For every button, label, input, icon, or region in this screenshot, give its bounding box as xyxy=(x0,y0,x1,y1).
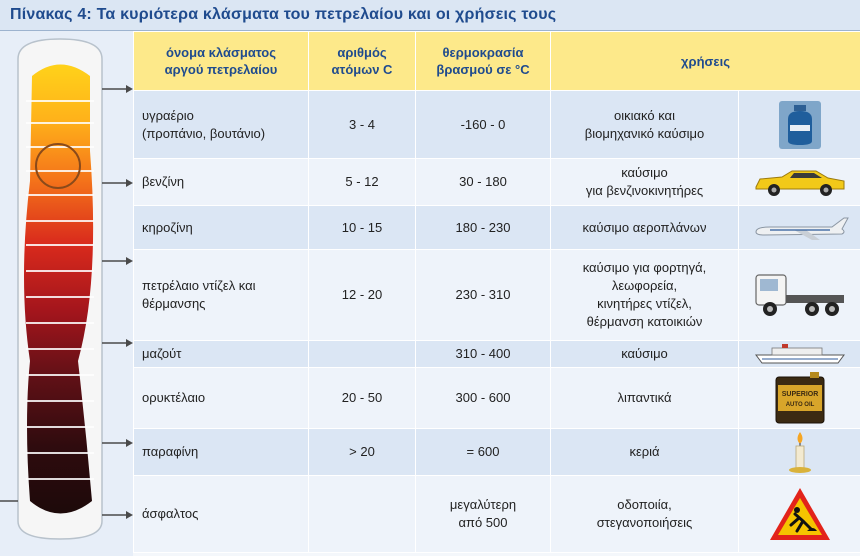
use-line: οικιακό και xyxy=(614,107,675,123)
fractionating-tower-icon xyxy=(0,31,133,556)
use-image-cell xyxy=(739,250,860,341)
fraction-name-line: βενζίνη xyxy=(142,174,185,189)
use-image-cell xyxy=(739,429,860,476)
header-name xyxy=(134,32,309,91)
boiling-point xyxy=(416,159,551,206)
fraction-name-line: πετρέλαιο ντίζελ και xyxy=(142,278,256,293)
header-uses: χρήσεις xyxy=(551,32,860,91)
boiling-point-line: 30 - 180 xyxy=(459,174,507,189)
use-line: καύσιμο για φορτηγά, xyxy=(582,260,707,275)
boiling-point-line: 300 - 600 xyxy=(455,390,511,405)
fraction-name-line: (προπάνιο, βουτάνιο) xyxy=(142,125,266,141)
table-row xyxy=(134,250,860,341)
carbon-atoms: 3 - 4 xyxy=(309,91,416,159)
road-work-sign-icon xyxy=(767,485,833,543)
use-line: καύσιμο xyxy=(621,346,668,361)
header-temp-line2: βρασμού σε °C xyxy=(436,62,530,77)
title-bar xyxy=(0,0,860,31)
table-row xyxy=(134,476,860,553)
oil-can-brand: SUPERIOR xyxy=(781,391,818,398)
use-line: κεριά xyxy=(629,444,660,459)
gas-cylinder-icon xyxy=(775,99,825,151)
use-image-cell xyxy=(739,159,860,206)
header-atoms-line2: ατόμων C xyxy=(331,62,393,77)
header-row xyxy=(134,32,860,91)
use-image-cell xyxy=(739,341,860,368)
boiling-point-line: από 500 xyxy=(458,515,508,530)
header-atoms xyxy=(309,32,416,91)
fraction-name xyxy=(134,429,309,476)
header-name-line1: όνομα κλάσματος xyxy=(166,45,276,60)
header-atoms-line1: αριθμός xyxy=(337,45,387,60)
boiling-point-line: 310 - 400 xyxy=(455,346,511,361)
car-icon xyxy=(752,167,848,197)
carbon-atoms: > 20 xyxy=(309,429,416,476)
header-name-line2: αργού πετρελαίου xyxy=(164,62,278,77)
use-line: λιπαντικά xyxy=(617,390,672,405)
fraction-name xyxy=(134,159,309,206)
boiling-point xyxy=(416,368,551,429)
fraction-name xyxy=(134,476,309,553)
table-row xyxy=(134,206,860,250)
boiling-point-line: -160 - 0 xyxy=(460,116,506,132)
use-text xyxy=(551,159,739,206)
carbon-atoms: 20 - 50 xyxy=(309,368,416,429)
use-text xyxy=(551,250,739,341)
use-image-cell xyxy=(739,91,860,159)
fraction-name xyxy=(134,368,309,429)
table-row xyxy=(134,429,860,476)
table-row xyxy=(134,159,860,206)
boiling-point-line: 230 - 310 xyxy=(455,287,511,302)
ship-icon xyxy=(752,343,848,365)
use-line: καύσιμο αεροπλάνων xyxy=(582,219,707,235)
use-line: καύσιμο xyxy=(621,165,668,180)
fraction-name-line: μαζούτ xyxy=(142,346,182,361)
use-text xyxy=(551,368,739,429)
boiling-point xyxy=(416,476,551,553)
use-image-cell xyxy=(739,476,860,553)
carbon-atoms xyxy=(309,476,416,553)
table-row xyxy=(134,341,860,368)
oil-can-label: AUTO OIL xyxy=(785,402,814,408)
airplane-icon xyxy=(750,212,850,244)
use-text xyxy=(551,341,739,368)
boiling-point-line: 180 - 230 xyxy=(455,219,511,235)
carbon-atoms: 5 - 12 xyxy=(309,159,416,206)
carbon-atoms xyxy=(309,341,416,368)
use-line: οδοποιία, xyxy=(617,497,672,512)
header-temp-line1: θερμοκρασία xyxy=(442,45,524,60)
use-text xyxy=(551,91,739,159)
page-title: Πίνακας 4: Τα κυριότερα κλάσματα του πετρελαίου και οι χρήσεις τους xyxy=(10,6,557,23)
use-image-cell xyxy=(739,206,860,250)
use-text xyxy=(551,476,739,553)
truck-icon xyxy=(750,269,850,321)
fraction-name-line: υγραέριο xyxy=(142,107,194,123)
fraction-name-line: θέρμανσης xyxy=(142,296,206,311)
carbon-atoms: 12 - 20 xyxy=(309,250,416,341)
boiling-point-line: μεγαλύτερη xyxy=(449,497,517,512)
use-image-cell xyxy=(739,368,860,429)
use-line: κινητήρες ντίζελ, xyxy=(597,296,692,311)
use-text xyxy=(551,206,739,250)
use-text xyxy=(551,429,739,476)
header-temp xyxy=(416,32,551,91)
oil-can-icon xyxy=(770,371,830,425)
table-row xyxy=(134,91,860,159)
use-line: βιομηχανικό καύσιμο xyxy=(584,125,705,141)
use-line: θέρμανση κατοικιών xyxy=(586,314,703,329)
boiling-point xyxy=(416,206,551,250)
fraction-name-line: κηροζίνη xyxy=(142,219,193,235)
boiling-point-line: = 600 xyxy=(466,444,500,459)
boiling-point xyxy=(416,429,551,476)
fraction-name xyxy=(134,250,309,341)
fraction-name-line: άσφαλτος xyxy=(142,506,199,521)
fraction-name-line: παραφίνη xyxy=(142,444,199,459)
boiling-point xyxy=(416,250,551,341)
table-row xyxy=(134,368,860,429)
fraction-name xyxy=(134,341,309,368)
fraction-name-line: ορυκτέλαιο xyxy=(142,390,206,405)
candle-icon xyxy=(785,430,815,474)
use-line: για βενζινοκινητήρες xyxy=(585,183,704,198)
boiling-point xyxy=(416,341,551,368)
distillation-column-illustration xyxy=(0,31,133,556)
use-line: λεωφορεία, xyxy=(611,278,678,293)
carbon-atoms: 10 - 15 xyxy=(309,206,416,250)
fractions-table xyxy=(133,31,860,553)
use-line: στεγανοποιήσεις xyxy=(596,515,693,530)
fraction-name xyxy=(134,91,309,159)
fraction-name xyxy=(134,206,309,250)
boiling-point xyxy=(416,91,551,159)
